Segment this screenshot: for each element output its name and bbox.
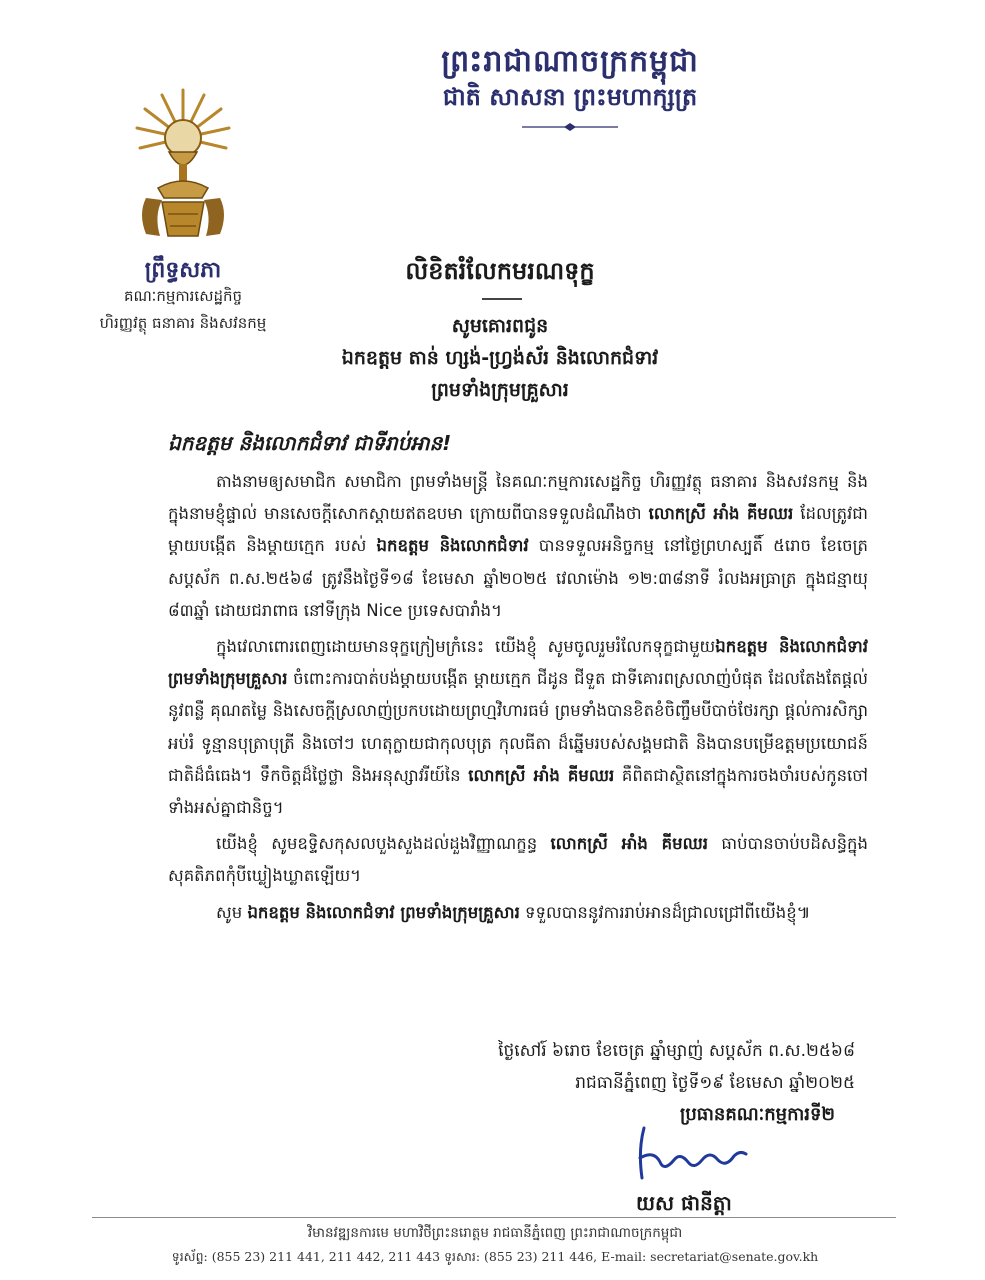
p2-text-c: គឺពិតជាស្ថិតនៅក្នុងការចងចាំរបស់កូនចៅទាំងអស់គ្នាជានិច្ច។ <box>168 765 868 818</box>
footer-address: វិមានវឌ្ឍនការមេ មហាវិថីព្រះនរោត្តម រាជធានីភ្នំពេញ ព្រះរាជាណាចក្រកម្ពុជា <box>307 1225 683 1241</box>
recipient-line2: ឯកឧត្តម តាន់ ហ្សង់-ហ្វ្រង់ស័រ និងលោកជំទាវ <box>341 347 659 369</box>
recipient-line3: ព្រមទាំងក្រុមគ្រួសារ <box>431 379 569 401</box>
national-motto: ជាតិ សាសនា ព្រះមហាក្សត្រ <box>442 82 698 111</box>
p2-honorific: ឯកឧត្តម និងលោកជំទាវ ព្រមទាំងក្រុមគ្រួសារ <box>168 637 868 689</box>
signer-role: ប្រធានគណៈកម្មការទី២ <box>680 1104 835 1125</box>
ornament-divider-icon <box>520 122 620 132</box>
paragraph-2 <box>168 631 868 824</box>
kingdom-heading: ព្រះរាជាណាចក្រកម្ពុជា <box>441 44 699 79</box>
letter-body <box>168 466 868 933</box>
p4-text-b: ទទួលបាននូវការរាប់អានដ៏ជ្រាលជ្រៅពីយើងខ្ញុំ៕ <box>519 902 811 922</box>
p2-text-b: ចំពោះការបាត់បង់ម្តាយបង្កើត ម្តាយក្មេក ជីដូន ជីទួត ជាទីគោរពស្រលាញ់បំផុត ដែលតែងតែផ្តល់នូវពន្លឺ គុណតម្លៃ និងសេចក្តីស្រលាញ់ប្រកបដោយព្រហ្មវិហារធម៌ ព្រមទាំងបានខិតខំចិញ្ចឹមបីបាច់ថែរក្សា ផ្តល់ការសិក្សា អប់រំ ទូន្មានបុត្រាបុត្រី និងចៅៗ ហេតុក្លាយជាកុលបុត្រ កុលធីតា ដ៏ឆ្នើមរបស់សង្គមជាតិ និងបានបម្រើឧត្តមប្រយោជន៍ជាតិដ៏ធំធេង។ ទឹកចិត្តដ៏ថ្លៃថ្លា និងអនុស្សាវរីយ៍នៃ <box>168 669 868 785</box>
p1-text-a: តាងនាមឲ្យសមាជិក សមាជិកា ព្រមទាំងមន្ត្រី នៃគណៈកម្មការសេដ្ឋកិច្ច ហិរញ្ញវត្ថុ ធនាគារ និងសវនកម្ម និងក្នុងនាមខ្ញុំផ្ទាល់ មានសេចក្តីសោកស្តាយឥតឧបមា ក្រោយពីបានទទួលដំណឹងថា <box>168 472 868 524</box>
p3-deceased-name: លោកស្រី អាំង គីមឈរ <box>550 834 709 854</box>
institution-name: ព្រឹទ្ធសភា <box>144 257 222 283</box>
p1-text-b: ដែលត្រូវជាម្តាយបង្កើត និងម្តាយក្មេក របស់ <box>168 504 868 556</box>
paragraph-4 <box>168 897 868 929</box>
recipient-line1: សូមគោរពជូន <box>451 315 549 337</box>
date-lunar: ថ្ងៃសៅរ៍ ៦រោច ខែចេត្រ ឆ្នាំម្សាញ់ សប្តស័ក ព.ស.២៥៦៨ <box>498 1041 855 1061</box>
footer-contact: ទូរស័ព្ទ: (855 23) 211 441, 211 442, 211 443 ទូរសារ: (855 23) 211 446, E-mail: secretariat@senate.gov.kh <box>171 1249 819 1264</box>
p1-text-c: បានទទួលអនិច្ចកម្ម នៅថ្ងៃព្រហស្បតិ៍ ៥រោច ខែចេត្រ សប្តស័ក ព.ស.២៥៦៨ ត្រូវនឹងថ្ងៃទី១៨ ខែមេសា ឆ្នាំ២០២៥ វេលាម៉ោង ១២:៣៨នាទី រំលងអធ្រាត្រ ក្នុងជន្មាយុ ៨៣ឆ្នាំ ដោយជរាពាធ នៅទីក្រុង Nice ប្រទេសបារាំង។ <box>168 536 868 620</box>
date-solar: រាជធានីភ្នំពេញ ថ្ងៃទី១៩ ខែមេសា ឆ្នាំ២០២៥ <box>575 1073 855 1093</box>
p2-text-a: ក្នុងវេលាពោរពេញដោយមានទុក្ខក្រៀមក្រំនេះ យើងខ្ញុំ សូមចូលរួមរំលែកទុក្ខជាមួយ <box>216 637 716 657</box>
title-divider <box>482 298 522 300</box>
committee-name-line1: គណៈកម្មការសេដ្ឋកិច្ច <box>123 287 243 305</box>
committee-name-line2: ហិរញ្ញវត្ថុ ធនាគារ និងសវនកម្ម <box>99 314 267 332</box>
footer-divider <box>92 1217 896 1218</box>
p1-deceased-name: លោកស្រី អាំង គីមឈរ <box>648 504 794 524</box>
salutation: ឯកឧត្តម និងលោកជំទាវ ជាទីរាប់អាន! <box>168 431 452 455</box>
p4-honorific: ឯកឧត្តម និងលោកជំទាវ ព្រមទាំងក្រុមគ្រួសារ <box>247 902 520 922</box>
senate-emblem-icon <box>132 86 234 244</box>
letter-title: លិខិតរំលែកមរណទុក្ខ <box>405 256 595 285</box>
p2-deceased-name: លោកស្រី អាំង គីមឈរ <box>468 765 615 785</box>
paragraph-3 <box>168 828 868 892</box>
p4-text-a: សូម <box>216 902 248 922</box>
handwritten-signature-icon <box>630 1120 750 1190</box>
p3-text-b: ធាប់បានចាប់បដិសន្ធិក្នុងសុគតិភពកុំបីឃ្លៀងឃ្លាតឡើយ។ <box>168 834 868 886</box>
signer-name: យស ផានីត្តា <box>636 1191 732 1215</box>
p3-text-a: យើងខ្ញុំ សូមឧទ្ទិសកុសលបួងសួងដល់ដួងវិញ្ញាណក្ខន្ធ <box>216 834 551 854</box>
p1-honorific: ឯកឧត្តម និងលោកជំទាវ <box>376 536 529 556</box>
paragraph-1 <box>168 466 868 627</box>
